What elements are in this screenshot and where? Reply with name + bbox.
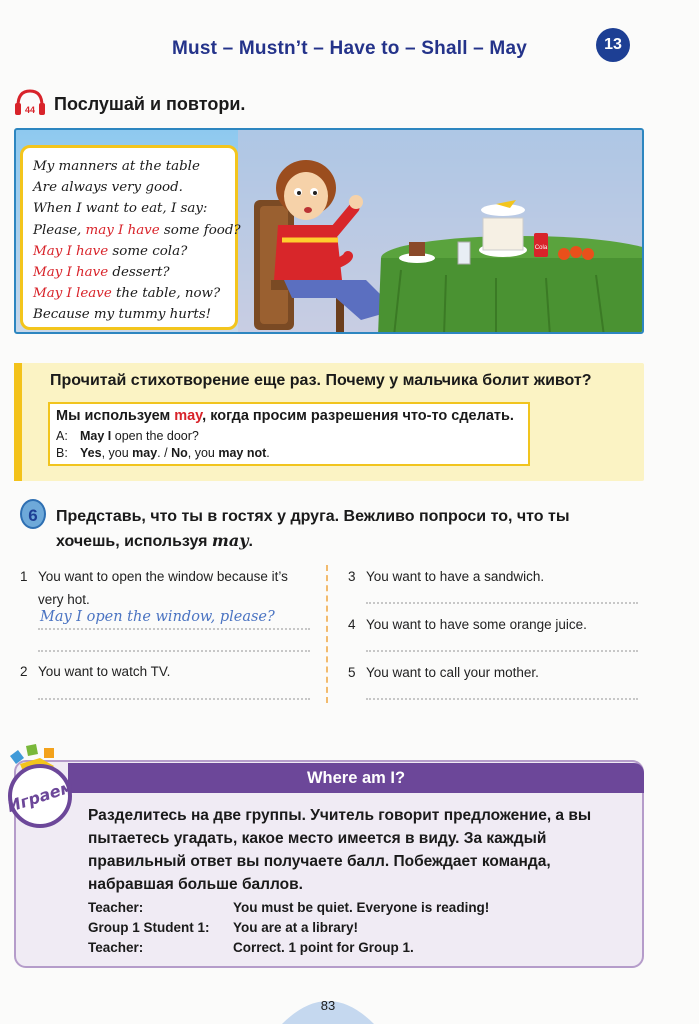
game-instructions-text: Разделитесь на две группы. Учитель говорит предложение, а вы пытаетесь угадать, какое место имеется в виду. За каждый правильный ответ вы получаете балл. Побеждает команда, набравшая больше баллов. [88, 807, 592, 893]
poem-line-1: My manners at the table [33, 159, 200, 174]
poem-line-2: Are always very good. [33, 180, 183, 196]
unit-number-badge: 13 [596, 28, 630, 62]
track-number: 44 [24, 105, 36, 115]
game-instructions [88, 804, 636, 958]
cola-label: Cola [534, 245, 548, 251]
dialogue-line-3: Teacher: Correct. 1 point for Group 1. [88, 940, 414, 955]
answer-line-1a[interactable] [38, 628, 310, 630]
exercise-item-3: 3 You want to have a sandwich. [348, 569, 545, 584]
game-title: Where am I? [68, 763, 644, 793]
read-again-question: Прочитай стихотворение еще раз. Почему у мальчика болит живот? [50, 372, 592, 389]
answer-line-5[interactable] [366, 698, 638, 700]
dialogue-line-2: Group 1 Student 1: You are at a library! [88, 920, 359, 935]
poem-line-4: Please, may I have some food? [33, 222, 241, 238]
answer-line-4[interactable] [366, 650, 638, 652]
exercise-number-badge: 6 [20, 499, 46, 529]
game-emblem [0, 738, 84, 830]
poem-line-5: May I have some cola? [33, 243, 188, 259]
exercise-item-1: 1 You want to open the window because it’s very hot. [20, 569, 288, 607]
handwritten-answer: May I open the window, please? [40, 609, 275, 625]
page-number: 83 [320, 998, 336, 1013]
read-section-accent-bar [14, 363, 22, 481]
exercise-item-5: 5 You want to call your mother. [348, 665, 539, 680]
example-a: A: May I open the door? [56, 429, 199, 443]
dialogue-line-1: Teacher: You must be quiet. Everyone is reading! [88, 900, 490, 915]
exercise-item-4: 4 You want to have some orange juice. [348, 617, 587, 632]
poem-line-6: May I have dessert? [33, 265, 170, 281]
answer-line-1b[interactable] [38, 650, 310, 652]
poem-line-8: Because my tummy hurts! [33, 307, 211, 323]
game-emblem-label: Играем [4, 776, 76, 817]
grammar-rule: Мы используем may, когда просим разрешения что-то сделать. [56, 408, 514, 424]
poem-line-3: When I want to eat, I say: [33, 201, 208, 217]
answer-line-2[interactable] [38, 698, 310, 700]
poem-line-7: May I leave the table, now? [33, 286, 221, 302]
headphones-icon [14, 88, 46, 118]
exercise-item-2: 2 You want to watch TV. [20, 664, 171, 679]
column-divider [326, 565, 328, 703]
listen-instruction: Послушай и повтори. [54, 94, 246, 114]
answer-line-3[interactable] [366, 602, 638, 604]
exercise-instruction: Представь, что ты в гостях у друга. Вежливо попроси то, что ты хочешь, используя may. [56, 508, 570, 550]
grammar-note [48, 402, 530, 466]
unit-title: Must – Mustn’t – Have to – Shall – May [172, 38, 527, 59]
poem-speech-bubble [20, 145, 241, 330]
example-b: B: Yes, you may. / No, you may not. [56, 446, 270, 460]
